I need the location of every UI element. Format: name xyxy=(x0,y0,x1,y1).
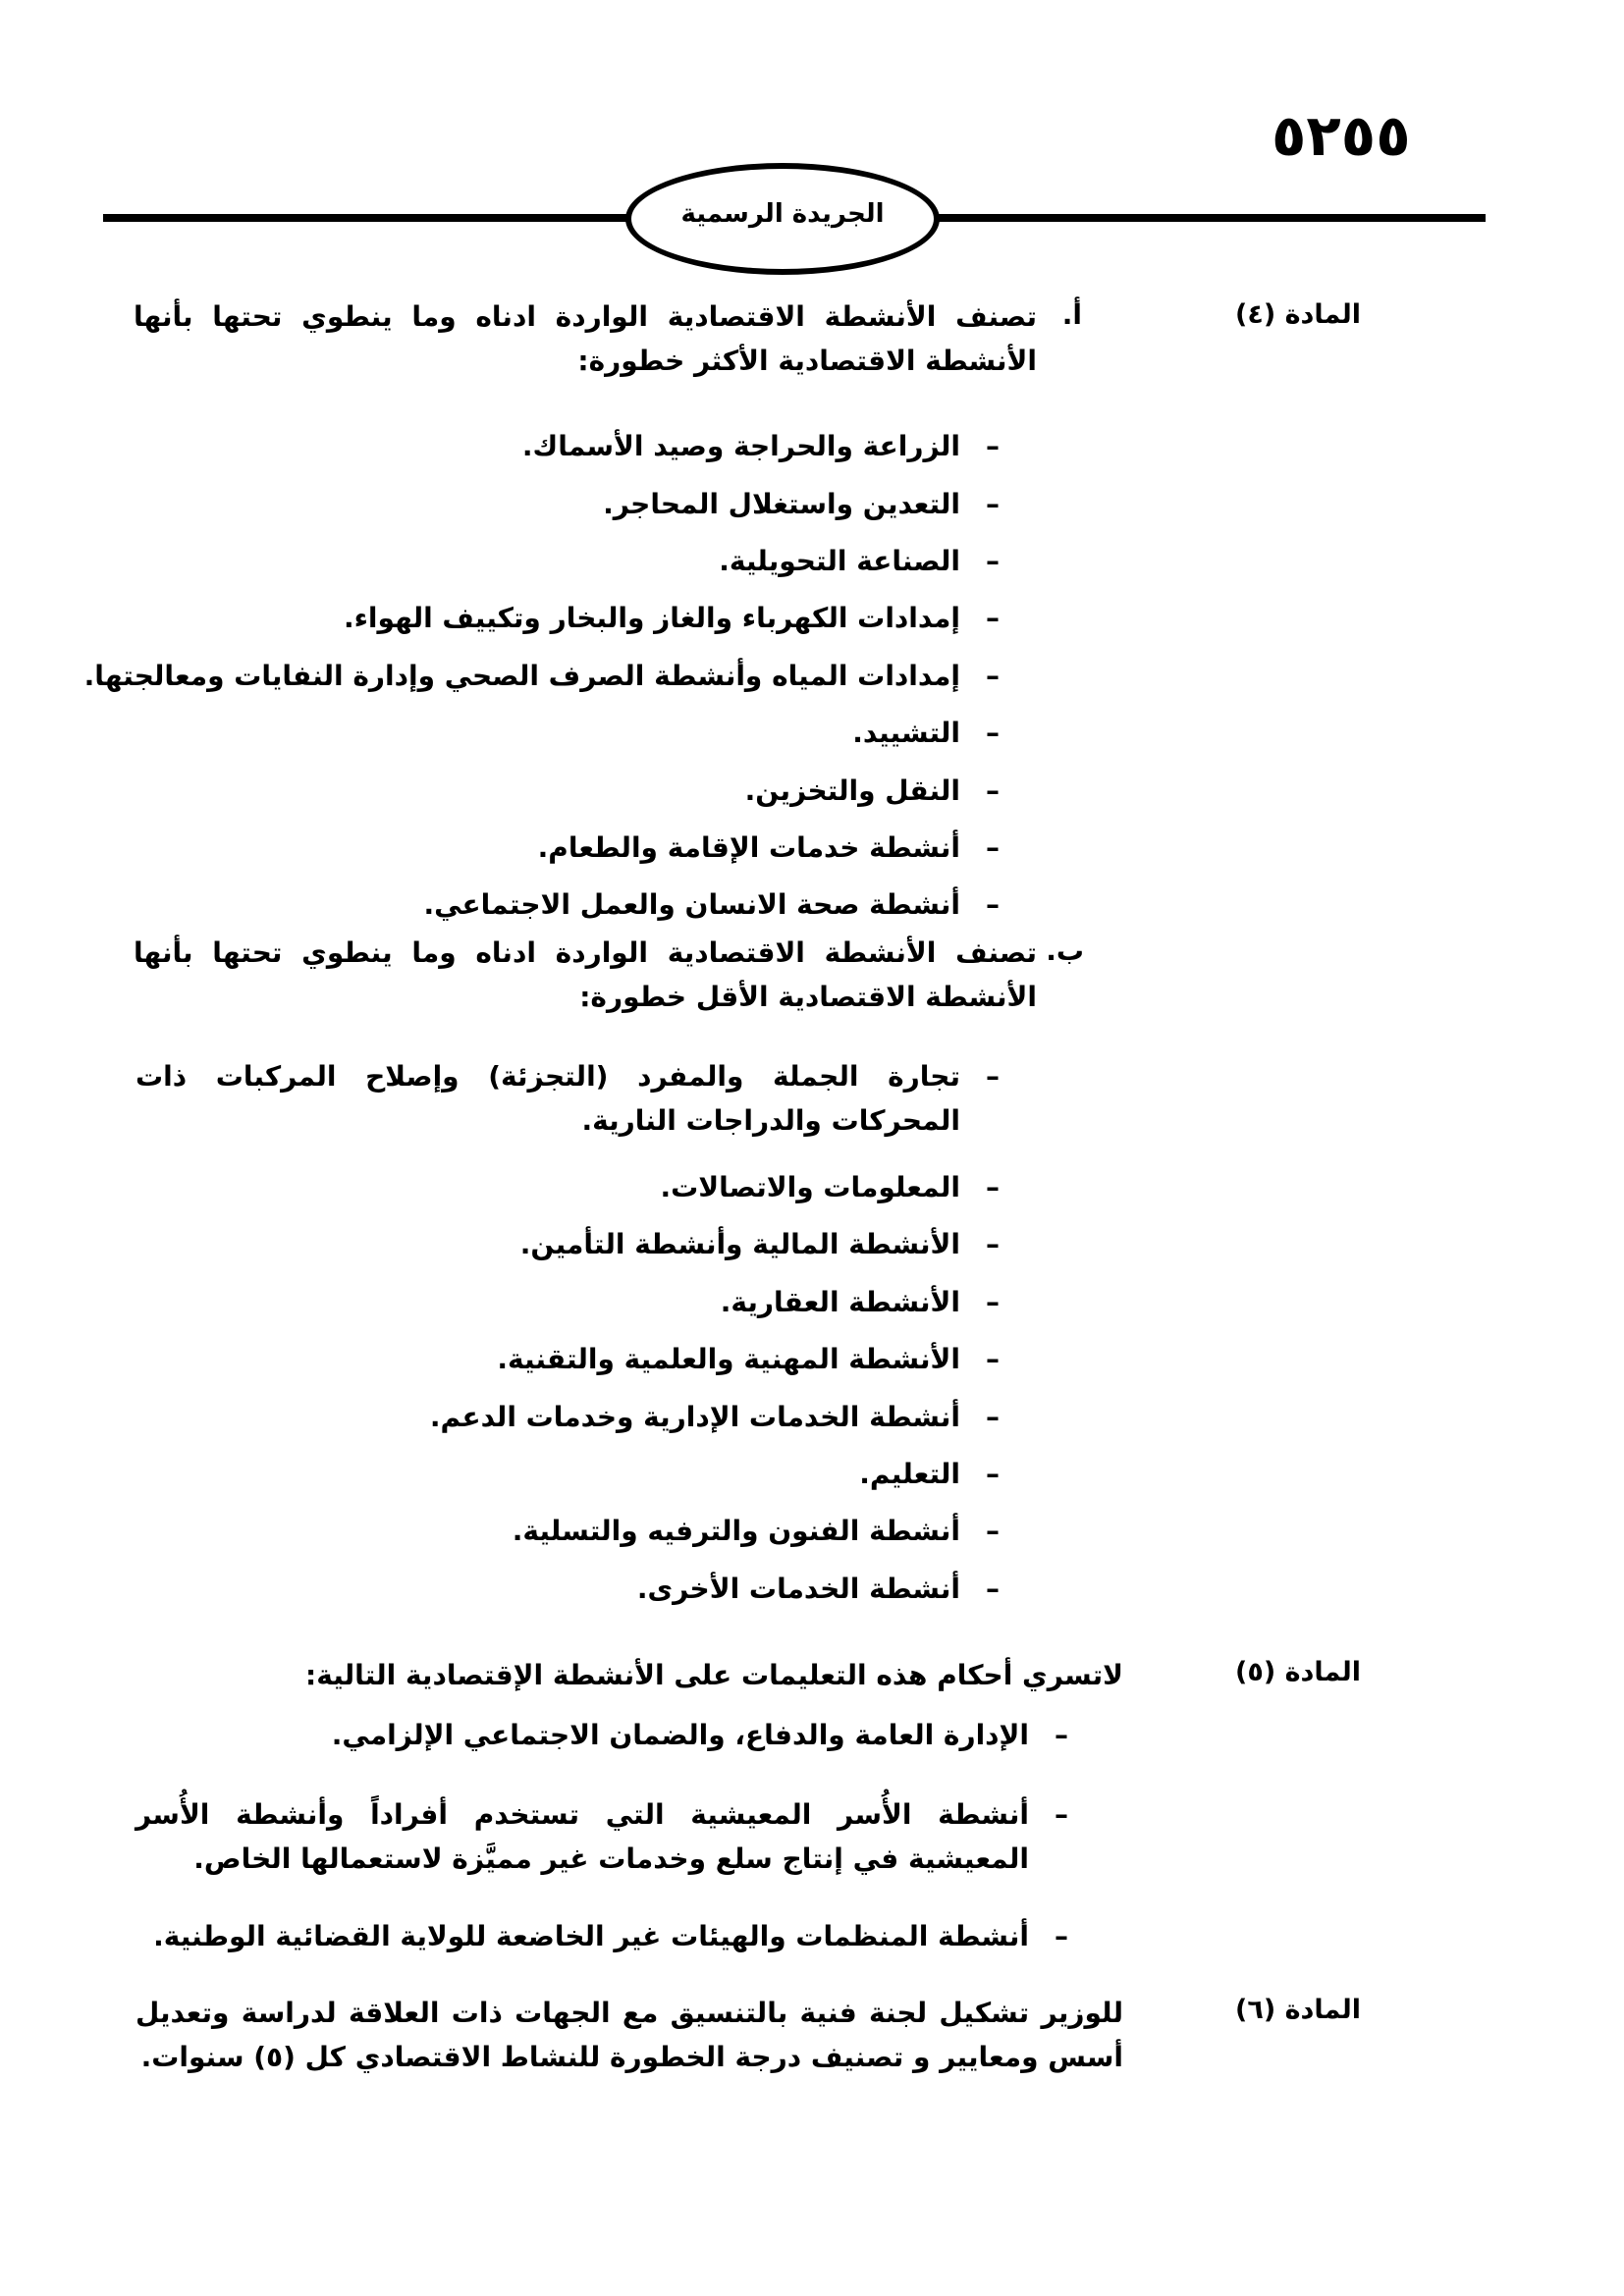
article-4-label: المادة (٤) xyxy=(1235,299,1361,330)
list-item: –التعدين واستغلال المحاجر. xyxy=(603,488,1000,520)
list-item: –تجارة الجملة والمفرد (التجزئة) وإصلاح المركبات ذات المحركات والدراجات النارية. xyxy=(135,1060,1000,1137)
list-item: –الإدارة العامة والدفاع، والضمان الاجتماعي الإلزامي. xyxy=(331,1719,1068,1751)
list-item: –أنشطة الأُسر المعيشية التي تستخدم أفراداً وأنشطة الأُسر المعيشية في إنتاج سلع وخدمات غير مميَّزة لاستعمالها الخاص. xyxy=(135,1798,1068,1875)
page-number: ٥٢٥٥ xyxy=(1272,102,1411,169)
section-a-marker: أ. xyxy=(1061,298,1082,331)
list-item: –المعلومات والاتصالات. xyxy=(660,1171,1000,1203)
list-item: –الصناعة التحويلية. xyxy=(719,545,1000,577)
list-item: –الأنشطة المالية وأنشطة التأمين. xyxy=(519,1228,1000,1260)
list-item: –إمدادات المياه وأنشطة الصرف الصحي وإدارة النفايات ومعالجتها. xyxy=(83,660,1000,692)
list-item: –الأنشطة المهنية والعلمية والتقنية. xyxy=(497,1343,1000,1375)
list-item: –الأنشطة العقارية. xyxy=(720,1286,1000,1318)
list-item: –التشييد. xyxy=(852,717,1000,749)
article-5-label: المادة (٥) xyxy=(1235,1657,1361,1687)
list-item: –النقل والتخزين. xyxy=(744,774,1000,807)
list-item: –أنشطة المنظمات والهيئات غير الخاضعة للولاية القضائية الوطنية. xyxy=(153,1920,1068,1952)
article-6-text: للوزير تشكيل لجنة فنية بالتنسيق مع الجهات ذات العلاقة لدراسة وتعديل أسس ومعايير و تصنيف درجة الخطورة للنشاط الاقتصادي كل (٥) سنوات. xyxy=(135,1997,1123,2073)
gazette-title: الجريدة الرسمية xyxy=(680,199,885,229)
list-item: –التعليم. xyxy=(859,1458,1000,1490)
header-oval xyxy=(625,163,940,275)
section-b-intro: تصنف الأنشطة الاقتصادية الواردة ادناه وما ينطوي تحتها بأنها الأنشطة الاقتصادية الأقل خطورة: xyxy=(134,936,1037,1013)
list-item: –إمدادات الكهرباء والغاز والبخار وتكييف الهواء. xyxy=(343,602,1000,634)
section-b-marker: ب. xyxy=(1046,934,1084,967)
list-item: –أنشطة الخدمات الأخرى. xyxy=(636,1573,1000,1605)
list-item: –أنشطة خدمات الإقامة والطعام. xyxy=(537,831,1000,864)
list-item: –الزراعة والحراجة وصيد الأسماك. xyxy=(521,430,1000,462)
list-item: –أنشطة الخدمات الإدارية وخدمات الدعم. xyxy=(429,1401,1000,1433)
list-item: –أنشطة الفنون والترفيه والتسلية. xyxy=(512,1515,1000,1547)
article-6-label: المادة (٦) xyxy=(1235,1995,1361,2025)
section-a-intro: تصنف الأنشطة الاقتصادية الواردة ادناه وما ينطوي تحتها بأنها الأنشطة الاقتصادية الأكثر خطورة: xyxy=(134,300,1037,377)
list-item: –أنشطة صحة الانسان والعمل الاجتماعي. xyxy=(423,888,1000,921)
article-5-intro: لاتسري أحكام هذه التعليمات على الأنشطة الإقتصادية التالية: xyxy=(305,1659,1123,1691)
